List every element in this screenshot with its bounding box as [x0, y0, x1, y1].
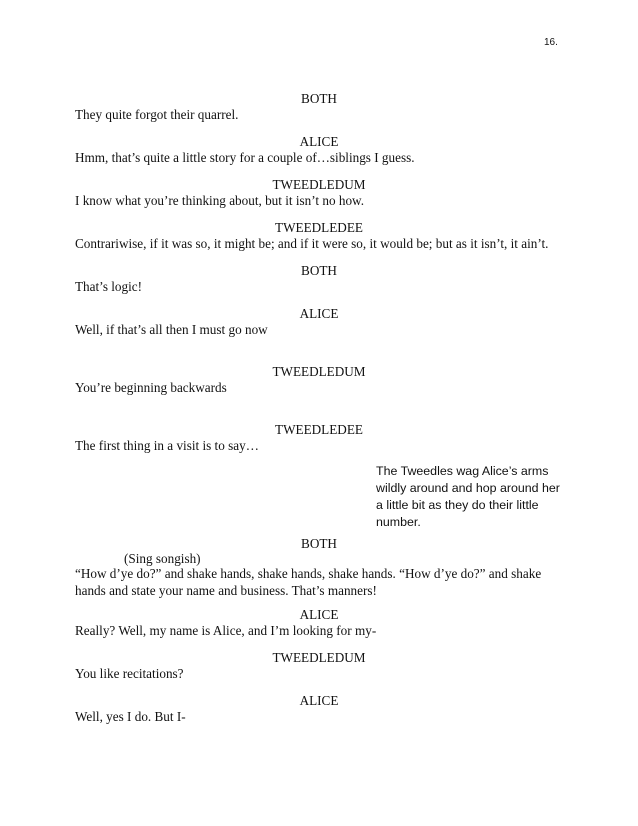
dialogue-line: Well, yes I do. But I-	[75, 709, 186, 724]
speaker-name: BOTH	[301, 91, 337, 106]
speaker-name: TWEEDLEDUM	[272, 364, 366, 379]
dialogue-line: That’s logic!	[75, 279, 143, 294]
dialogue-line: Contrariwise, if it was so, it might be; and if it were so, it would be; but as it isn’t, it ain’t.	[75, 236, 549, 251]
speaker-name: TWEEDLEDUM	[272, 177, 366, 192]
speaker-name: ALICE	[299, 607, 339, 622]
dialogue-line: The first thing in a visit is to say…	[75, 438, 259, 453]
speaker-name: ALICE	[299, 693, 339, 708]
speaker-name: BOTH	[301, 536, 337, 551]
parenthetical: (Sing songish)	[124, 551, 201, 566]
speaker-name: ALICE	[299, 134, 339, 149]
speaker-name: BOTH	[301, 263, 337, 278]
dialogue-line: You like recitations?	[75, 666, 184, 681]
speaker-name: TWEEDLEDEE	[275, 220, 363, 235]
stage-direction: The Tweedles wag Alice’s arms wildly around and hop around her a little bit as they do their little number.	[376, 464, 560, 529]
dialogue-line: Hmm, that’s quite a little story for a couple of…siblings I guess.	[75, 150, 415, 165]
speaker-name: TWEEDLEDUM	[272, 650, 366, 665]
dialogue-line: Really? Well, my name is Alice, and I’m looking for my-	[75, 623, 377, 638]
speaker-name: ALICE	[299, 306, 339, 321]
dialogue-line: They quite forgot their quarrel.	[75, 107, 239, 122]
dialogue-line: Well, if that’s all then I must go now	[75, 322, 268, 337]
speaker-name: TWEEDLEDEE	[275, 422, 363, 437]
dialogue-line: “How d’ye do?” and shake hands, shake hands, shake hands. “How d’ye do?” and shake hands and state your name and business. That’s manners!	[75, 566, 542, 598]
dialogue-line: I know what you’re thinking about, but it isn’t no how.	[75, 193, 364, 208]
page-number: 16.	[544, 37, 558, 48]
dialogue-line: You’re beginning backwards	[75, 380, 227, 395]
